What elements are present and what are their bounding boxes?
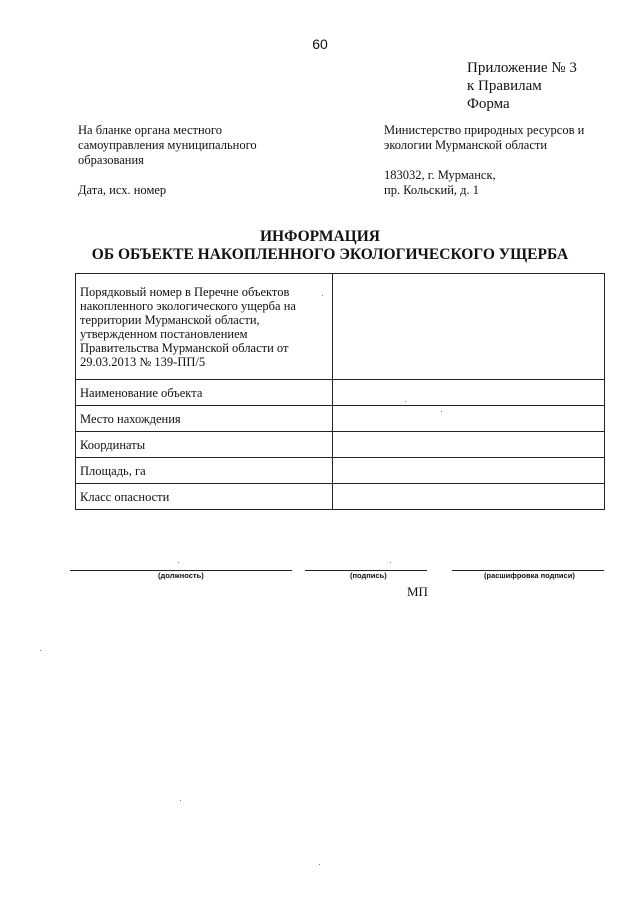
name-transcript-caption: (расшифровка подписи)	[484, 571, 575, 580]
row-value-field[interactable]	[333, 432, 605, 458]
row-value-field[interactable]	[333, 484, 605, 510]
document-subtitle: ОБ ОБЪЕКТЕ НАКОПЛЕННОГО ЭКОЛОГИЧЕСКОГО УЩЕРБА	[91, 246, 569, 263]
signature-caption: (подпись)	[350, 571, 387, 580]
stamp-place-label: МП	[407, 584, 428, 599]
scan-speck	[441, 411, 442, 412]
sender-line: самоуправления муниципального	[78, 138, 257, 152]
row-label: Класс опасности	[76, 484, 333, 510]
scan-speck	[180, 800, 181, 801]
address-line: 183032, г. Мурманск,	[384, 168, 496, 182]
address-line: пр. Кольский, д. 1	[384, 183, 480, 197]
table-row	[76, 274, 605, 380]
scan-speck	[390, 562, 391, 563]
table-row	[76, 484, 605, 510]
recipient-line: экологии Мурманской области	[384, 138, 548, 152]
date-outgoing-number-label: Дата, исх. номер	[78, 183, 167, 197]
info-table	[75, 273, 605, 510]
recipient-line: Министерство природных ресурсов и	[384, 123, 585, 137]
sender-line: На бланке органа местного	[78, 123, 222, 137]
sender-block	[78, 123, 308, 168]
table-row	[76, 458, 605, 484]
row-value-field[interactable]	[333, 458, 605, 484]
sender-line: образования	[78, 153, 144, 167]
row-label: Порядковый номер в Перечне объектов накопленного экологического ущерба на территории Мурманской области, утвержденном постановлением Правительства Мурманской области от 29.03.2013 № 139-ПП/5	[76, 274, 333, 380]
page-number: 60	[312, 36, 328, 52]
appendix-header	[467, 59, 577, 113]
row-label: Наименование объекта	[76, 380, 333, 406]
position-caption: (должность)	[158, 571, 204, 580]
row-label: Координаты	[76, 432, 333, 458]
table-row	[76, 406, 605, 432]
table-row	[76, 432, 605, 458]
scan-speck	[405, 401, 406, 402]
row-label: Место нахождения	[76, 406, 333, 432]
row-label: Площадь, га	[76, 458, 333, 484]
document-title: ИНФОРМАЦИЯ	[260, 228, 380, 245]
row-value-field[interactable]	[333, 406, 605, 432]
scan-speck	[319, 864, 320, 865]
appendix-form: Форма	[467, 96, 510, 112]
scan-speck	[40, 650, 41, 651]
row-value-field[interactable]	[333, 380, 605, 406]
scan-speck	[322, 295, 323, 296]
scan-speck	[178, 562, 179, 563]
appendix-number: Приложение № 3	[467, 60, 577, 76]
table-row	[76, 380, 605, 406]
recipient-address	[384, 168, 614, 198]
appendix-rules: к Правилам	[467, 78, 542, 94]
recipient-block	[384, 123, 614, 153]
row-value-field[interactable]	[333, 274, 605, 380]
